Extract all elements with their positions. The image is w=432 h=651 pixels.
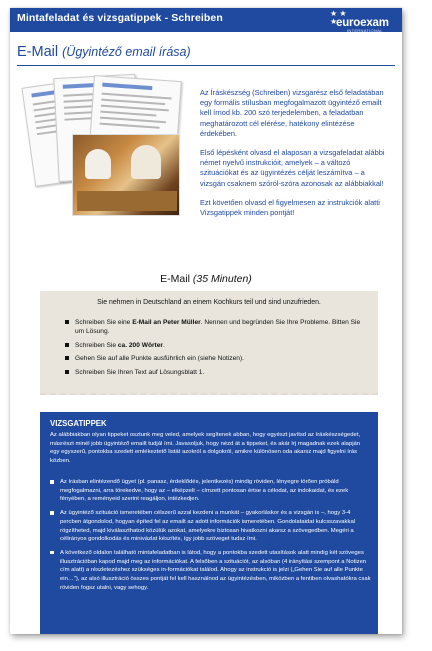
list-item: A következő oldalon található mintafeladatban is látod, hogy a pontokba szedett utasítások alatt mindig két szöveges illusztrációban kapod majd meg az információkat. A felsőben a szituációt, az alsóban (4 irányítási szempont a Notizen cím alatt) a részletezéshez szükséges in-formációkat találod. Ahogy az instrukció is jelzi („Gehen Sie auf alle Punkte ein…"), az alsó illusztráció összes pontját fel kell használnod az ügyintézésben, miközben a fentiben olvashatókra csak röviden fogsz utalni, vagy sehogy.	[50, 549, 372, 593]
list-item: Schreiben Sie eine E-Mail an Peter Müller. Nennen und begründen Sie Ihre Probleme. Bitten Sie um Lösung.	[65, 318, 365, 337]
list-item: Schreiben Sie Ihren Text auf Lösungsblatt 1.	[65, 368, 365, 377]
email-task-label: E-Mail	[160, 273, 190, 285]
header-bar	[10, 8, 402, 32]
email-task-title	[20, 273, 392, 285]
logo-subtext: INTERNATIONAL	[347, 28, 383, 33]
intro-paragraph: Az Íráskészség (Schreiben) vizsgarész első feladatában egy formális stílusban megfogalmazott ügyintéző emailt kell írnod kb. 200 szó terjedelemben, a feladatban meghatározott cél elérése, hatékony elintézése érdekében.	[200, 88, 384, 138]
euroexam-logo	[328, 10, 396, 32]
intro-paragraph: Első lépésként olvasd el alaposan a vizsgafeladat alábbi német nyelvű instrukcióit, amelyek – a változó szituációkat és az ügyintézés célját leszámítva – a vizsgán csaknem szóról-szóra azonosak az alábbiakkal!	[200, 148, 385, 188]
title-subtitle: (Ügyintéző email írása)	[62, 45, 191, 59]
page-title	[17, 44, 191, 60]
list-item: Schreiben Sie ca. 200 Wörter.	[65, 341, 365, 350]
list-item: Gehen Sie auf alle Punkte ausführlich ein (siehe Notizen).	[65, 354, 365, 363]
stars-icon: ★ ★ ★	[330, 9, 347, 26]
intro-paragraph: Ezt követően olvasd el figyelmesen az instrukciók alatti Vizsgatippek minden pontját!	[200, 197, 380, 218]
list-item: Az ügyintéző szituáció ismeretében célszerű azzal kezdeni a munkát – gyakorláskor és a vizsgán is –, hogy 3-4 percben átgondolod, hogyan építed fel az emailt az adott információk ismeretében. Gondolataidat kulcsszavakkal rögzítheted, majd kiválaszthatod közülük azokat, amelyekre biztosan hivatkozni akarsz a szövegedben. Megéri a célirányos gondolkodás és minivázlat készítés, így jobb szöveget tudsz írni.	[50, 509, 372, 544]
document-stack-illustration	[28, 76, 193, 244]
email-task-lead: Sie nehmen in Deutschland an einem Kochkurs teil und sind unzufrieden.	[97, 299, 321, 306]
document-page	[10, 8, 402, 634]
title-main: E-Mail	[17, 44, 59, 60]
tips-title: VIZSGATIPPEK	[50, 419, 107, 428]
email-task-box	[40, 291, 378, 395]
email-task-duration: (35 Minuten)	[192, 273, 252, 285]
tips-box	[40, 412, 378, 634]
email-task-list	[65, 318, 365, 381]
header-title: Mintafeladat és vizsgatippek - Schreiben	[17, 12, 223, 24]
list-item: Az írásban elintézendő ügyet (pl. panasz, érdeklődés, jelentkezés) mindig röviden, lényegre törően próbáld megfogalmazni, arra törekedve, hogy az – elképzelt – címzett pontosan értse a célodat, az indokaidat, és ezek fényében, a reményeid szerint reagáljon, intézkedjen.	[50, 478, 372, 504]
intro-text	[200, 88, 390, 227]
tips-list	[50, 478, 372, 597]
logo-text: euroexam	[336, 17, 389, 29]
tips-lead: Az alábbiakban olyan tippeket osztunk meg veled, amelyek segítenek abban, hogy egyészt javítsd az íráskészségedet, másrészt minél jobb ügyintéző emailt tudjál írni. Javasoljuk, hogy nézd át a tippeket, és akár írj magadnak ezek alapján egy egyszerű, pontokba szedett emlékeztető listát azokról a dolgokról, amikre különösen oda akarsz majd figyelni írás közben.	[50, 432, 361, 465]
cooking-class-photo	[72, 134, 180, 216]
title-divider	[17, 65, 395, 66]
